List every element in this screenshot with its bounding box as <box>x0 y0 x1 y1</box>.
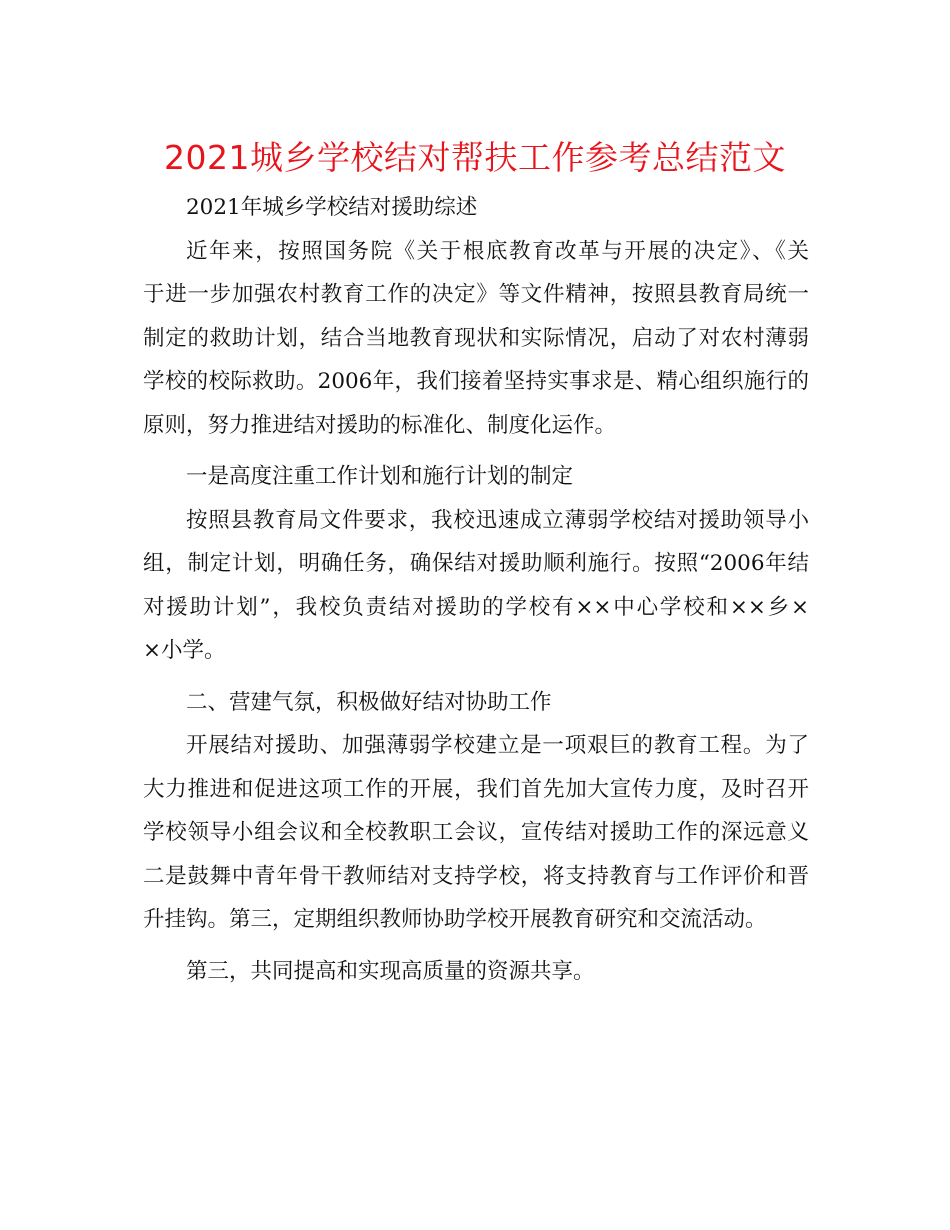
document-title: 2021城乡学校结对帮扶工作参考总结范文 <box>164 138 786 177</box>
paragraph-line: 于进一步加强农村教育工作的决定》等文件精神，按照县教育局统一 <box>143 282 809 307</box>
paragraph-line: 近年来，按照国务院《关于根底教育改革与开展的决定》、《关 <box>186 238 809 264</box>
paragraph-line: 学校的校际救助。2006年，我们接着坚持实事求是、精心组织施行的 <box>143 369 809 394</box>
paragraph-line: 对援助计划”，我校负责结对援助的学校有××中心学校和××乡× <box>143 594 809 620</box>
paragraph-line: 学校领导小组会议和全校教职工会议，宣传结对援助工作的深远意义 <box>143 820 809 845</box>
section-heading-2: 二、营建气氛，积极做好结对协助工作 <box>186 689 552 715</box>
paragraph-line: ×小学。 <box>143 638 226 663</box>
paragraph-intro <box>143 234 809 452</box>
document-subtitle: 2021年城乡学校结对援助综述 <box>186 195 478 220</box>
paragraph-atmosphere <box>143 728 809 946</box>
paragraph-line: 制定的救助计划，结合当地教育现状和实际情况，启动了对农村薄弱 <box>143 325 809 351</box>
paragraph-line: 大力推进和促进这项工作的开展，我们首先加大宣传力度，及时召开 <box>143 776 809 802</box>
section-heading-3: 第三，共同提高和实现高质量的资源共享。 <box>186 958 595 984</box>
paragraph-line: 原则，努力推进结对援助的标准化、制度化运作。 <box>143 412 617 438</box>
paragraph-line: 开展结对援助、加强薄弱学校建立是一项艰巨的教育工程。为了 <box>186 733 809 758</box>
paragraph-line: 按照县教育局文件要求，我校迅速成立薄弱学校结对援助领导小 <box>186 507 809 533</box>
paragraph-line: 二是鼓舞中青年骨干教师结对支持学校，将支持教育与工作评价和晋 <box>143 863 809 889</box>
paragraph-plan <box>143 503 809 677</box>
paragraph-line: 升挂钩。第三，定期组织教师协助学校开展教育研究和交流活动。 <box>143 907 767 932</box>
paragraph-line: 组，制定计划，明确任务，确保结对援助顺利施行。按照“2006年结 <box>143 551 809 576</box>
document-body <box>143 186 809 993</box>
section-heading-1: 一是高度注重工作计划和施行计划的制定 <box>186 464 574 489</box>
